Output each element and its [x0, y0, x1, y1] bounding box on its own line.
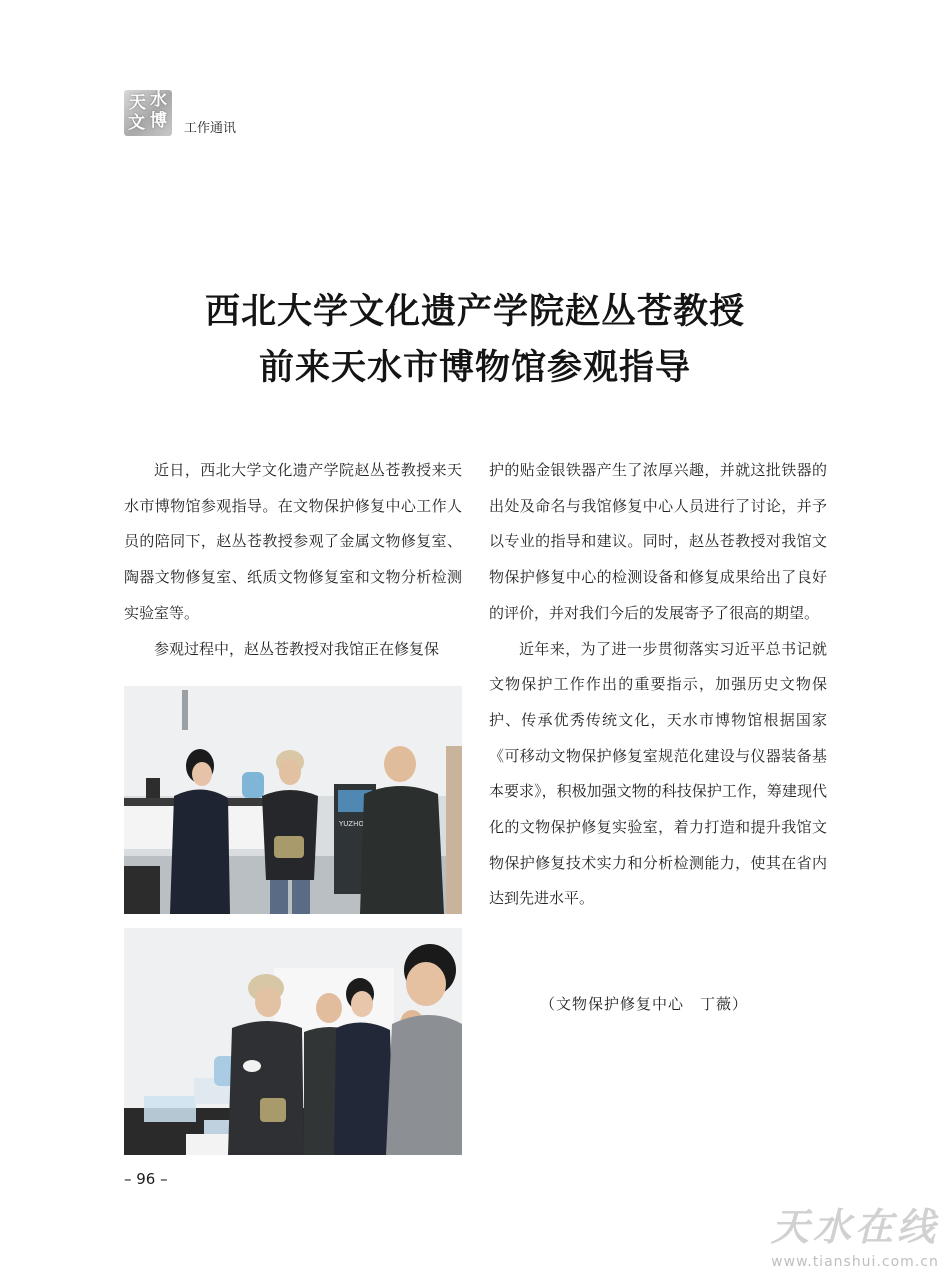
site-watermark [770, 1196, 940, 1274]
watermark-url: www.tianshui.com.cn [771, 1254, 939, 1270]
logo-char: 天 [129, 93, 146, 113]
equipment-label: YUZHO [339, 820, 364, 828]
logo-char: 水 [150, 90, 167, 110]
logo-char: 博 [150, 111, 167, 131]
watermark-text: 天水在线 [770, 1205, 939, 1249]
body-paragraph: 近日，西北大学文化遗产学院赵丛苍教授来天水市博物馆参观指导。在文物保护修复中心工作人员的陪同下，赵丛苍教授参观了金属文物修复室、陶器文物修复室、纸质文物修复室和文物分析检测实验室等。 [124, 461, 462, 622]
body-paragraph: 参观过程中，赵丛苍教授对我馆正在修复保 [154, 639, 440, 658]
left-text-column [124, 453, 462, 667]
visit-photo-1 [124, 686, 462, 914]
right-text-column [489, 453, 827, 917]
body-paragraph: 护的贴金银铁器产生了浓厚兴趣，并就这批铁器的出处及命名与我馆修复中心人员进行了讨论，并予以专业的指导和建议。同时，赵丛苍教授对我馆文物保护修复中心的检测设备和修复成果给出了良好的评价，并对我们今后的发展寄予了很高的期望。 [489, 461, 827, 622]
visit-photo-2 [124, 928, 462, 1155]
section-label: 工作通讯 [184, 121, 237, 136]
article-title-line-2: 前来天水市博物馆参观指导 [258, 347, 691, 388]
page-number: – 96 – [124, 1170, 168, 1188]
article-title-line-1: 西北大学文化遗产学院赵丛苍教授 [204, 291, 745, 332]
logo-char: 文 [128, 113, 145, 133]
author-signature: （文物保护修复中心 丁薇） [540, 995, 749, 1013]
body-paragraph: 近年来，为了进一步贯彻落实习近平总书记就文物保护工作作出的重要指示，加强历史文物保护、传承优秀传统文化，天水市博物馆根据国家《可移动文物保护修复室规范化建设与仪器装备基本要求》，积极加强文物的科技保护工作，筹建现代化的文物保护修复实验室，着力打造和提升我馆文物保护修复技术实力和分析检测能力，使其在省内达到先进水平。 [489, 639, 827, 908]
journal-logo [124, 90, 172, 136]
